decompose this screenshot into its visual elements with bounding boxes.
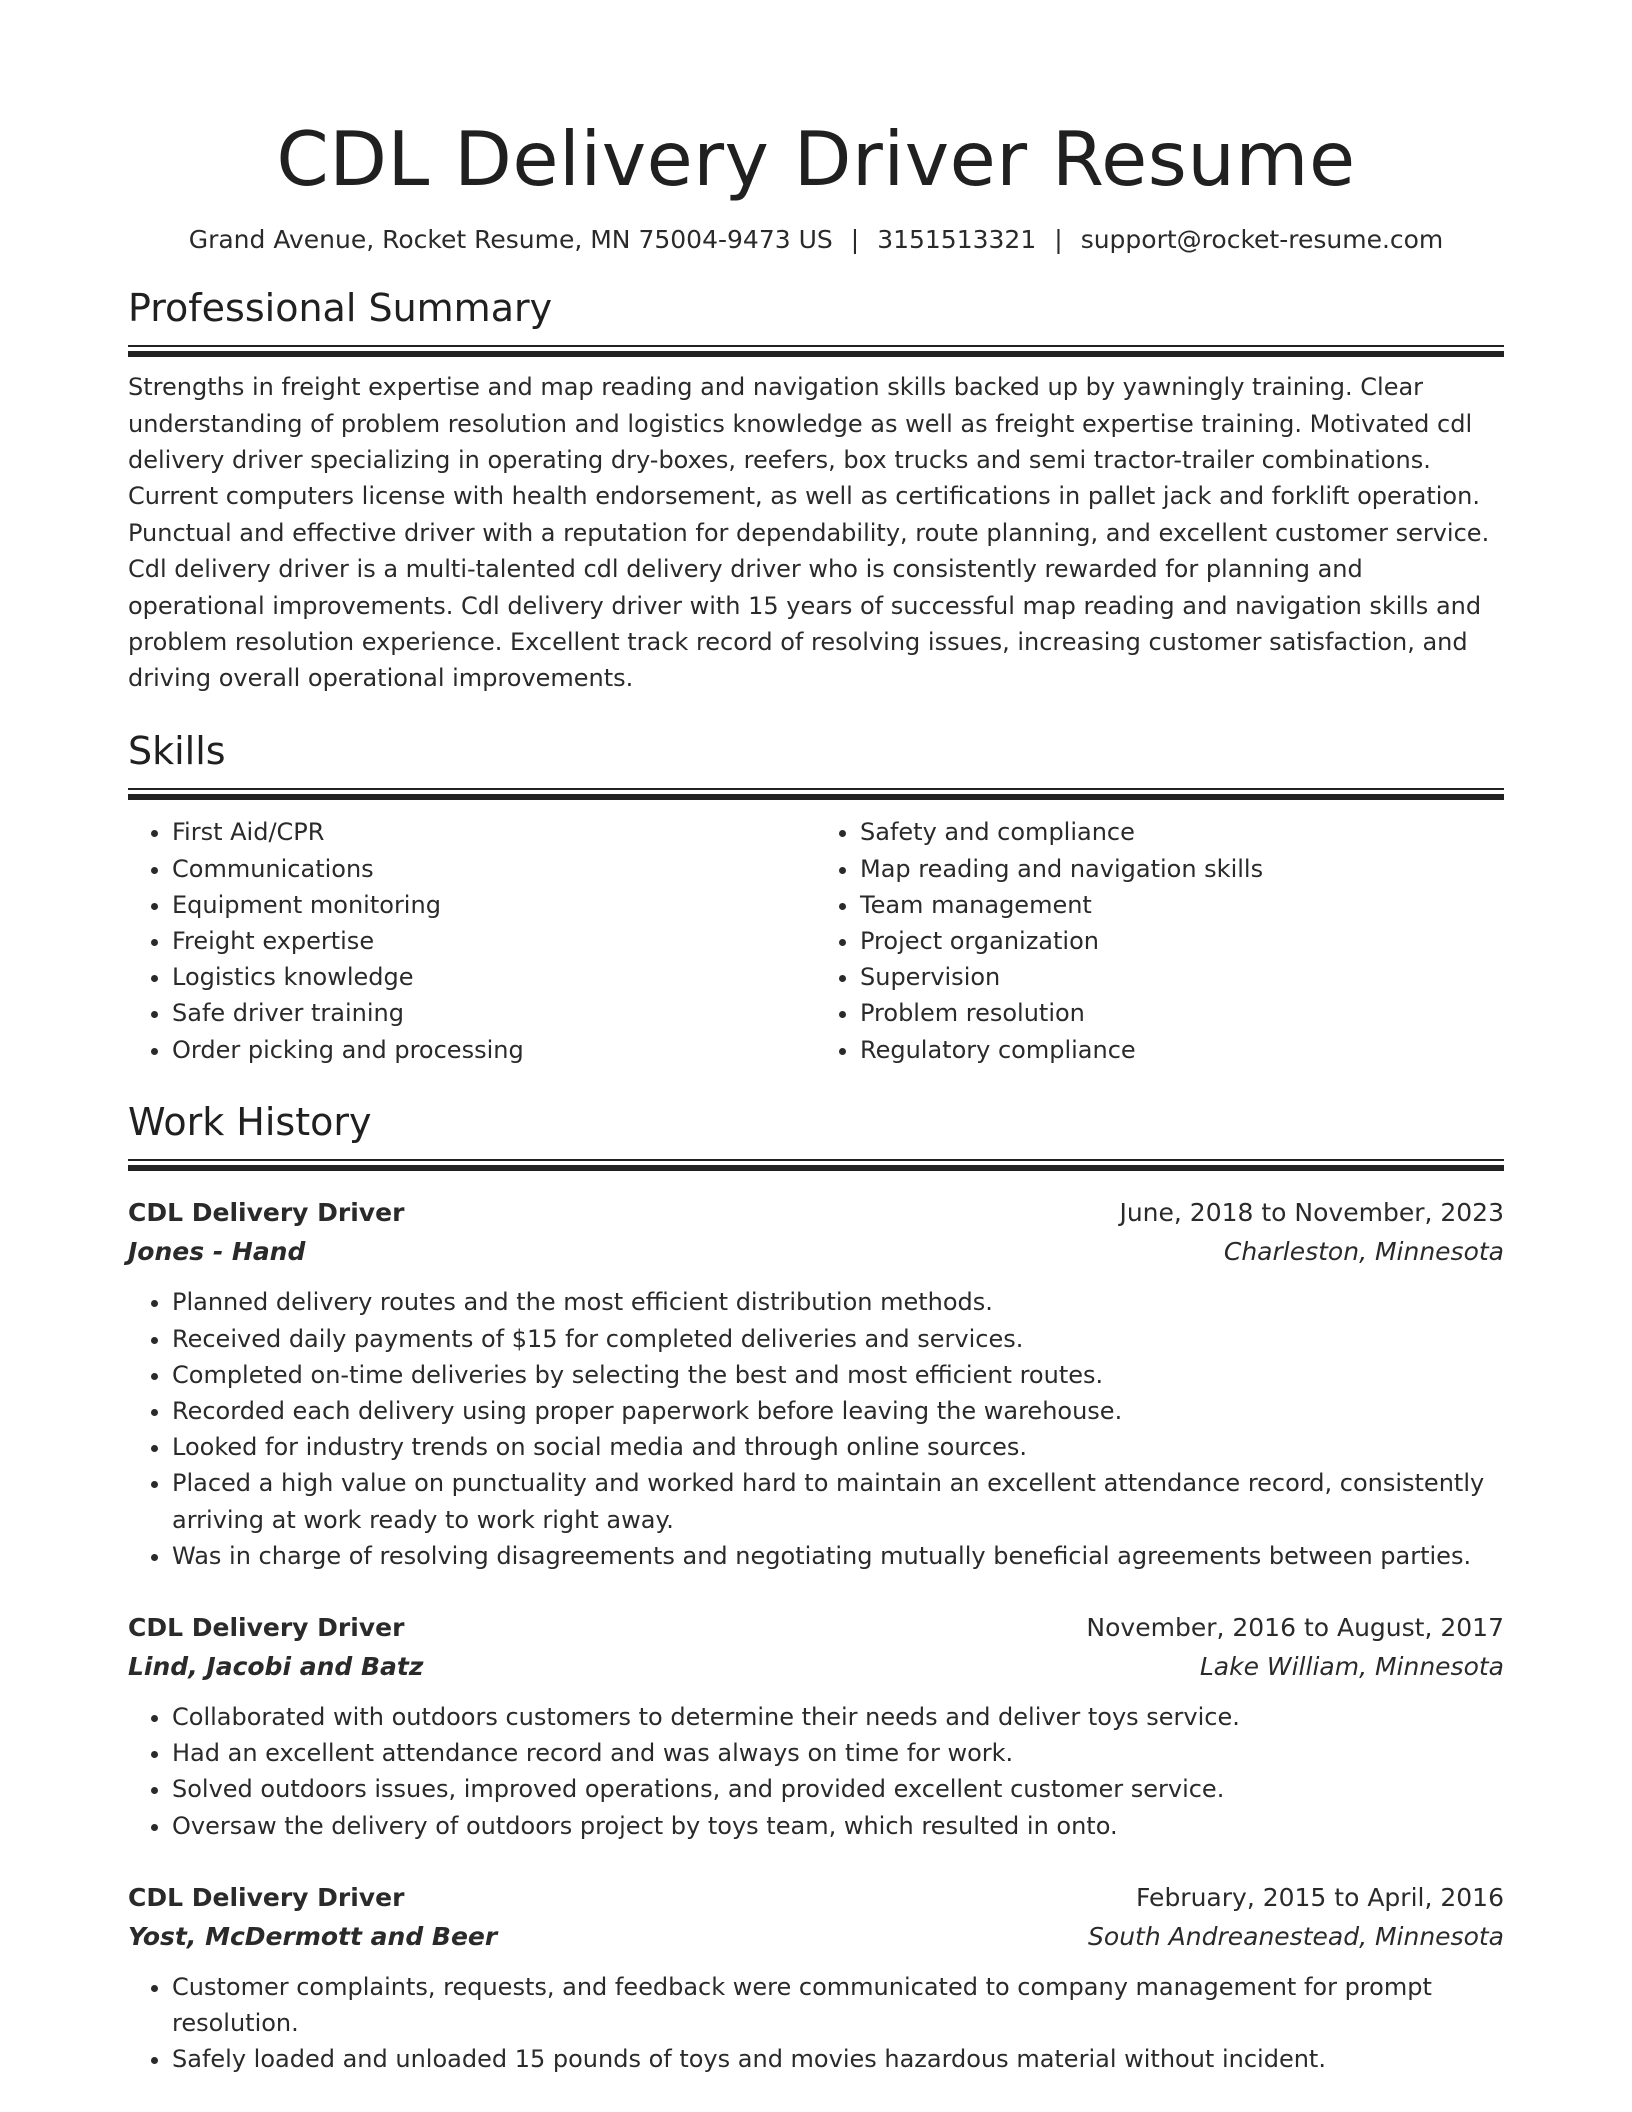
- contact-phone: 3151513321: [877, 224, 1037, 254]
- job-duty: • Safely loaded and unloaded 15 pounds of toys and movies hazardous material without incident.: [172, 2041, 1504, 2077]
- skill-item: • Freight expertise: [172, 923, 816, 959]
- job-duty: • Planned delivery routes and the most efficient distribution methods.: [172, 1284, 1504, 1320]
- job-duties-list: [128, 1699, 1504, 1844]
- section-divider: [128, 345, 1504, 357]
- job-title: CDL Delivery Driver: [128, 1198, 405, 1228]
- job-dates: June, 2018 to November, 2023: [1119, 1198, 1504, 1228]
- contact-separator: |: [850, 224, 860, 254]
- skills-columns: [128, 814, 1504, 1067]
- job-duty: • Looked for industry trends on social media and through online sources.: [172, 1429, 1504, 1465]
- job-entry: [128, 1878, 1504, 2078]
- summary-section: [128, 286, 1504, 697]
- section-divider: [128, 1159, 1504, 1171]
- contact-address: Grand Avenue, Rocket Resume, MN 75004-9473 US: [188, 224, 833, 254]
- contact-separator: |: [1054, 224, 1063, 254]
- job-duty: • Placed a high value on punctuality and worked hard to maintain an excellent attendance record, consistently arriving at work ready to work right away.: [172, 1465, 1504, 1537]
- job-title: CDL Delivery Driver: [128, 1612, 405, 1642]
- job-duty: • Recorded each delivery using proper paperwork before leaving the warehouse.: [172, 1393, 1504, 1429]
- job-duty: • Received daily payments of $15 for completed deliveries and services.: [172, 1321, 1504, 1357]
- job-header-row: [128, 1193, 1504, 1232]
- skill-item: • Regulatory compliance: [860, 1032, 1504, 1068]
- summary-heading: Professional Summary: [128, 285, 553, 330]
- job-duty: • Had an excellent attendance record and was always on time for work.: [172, 1735, 1504, 1771]
- job-company-row: [128, 1647, 1504, 1686]
- job-duties-list: [128, 1969, 1504, 2078]
- section-divider: [128, 788, 1504, 800]
- contact-email[interactable]: support@rocket-resume.com: [1080, 224, 1444, 254]
- job-entry: [128, 1193, 1504, 1574]
- work-history-heading: Work History: [128, 1099, 372, 1144]
- skills-list-left: [128, 814, 816, 1067]
- skill-item: • Equipment monitoring: [172, 887, 816, 923]
- job-company: Lind, Jacobi and Batz: [128, 1651, 424, 1681]
- skills-heading: Skills: [128, 728, 226, 773]
- work-history-section: [128, 1100, 1504, 2078]
- skill-item: • Logistics knowledge: [172, 959, 816, 995]
- skill-item: • Supervision: [860, 959, 1504, 995]
- job-title: CDL Delivery Driver: [128, 1882, 405, 1912]
- job-dates: November, 2016 to August, 2017: [1086, 1612, 1504, 1642]
- job-company-row: [128, 1917, 1504, 1956]
- skill-item: • Problem resolution: [860, 995, 1504, 1031]
- job-header-row: [128, 1878, 1504, 1917]
- skill-item: • Order picking and processing: [172, 1032, 816, 1068]
- job-duty: • Solved outdoors issues, improved operations, and provided excellent customer service.: [172, 1771, 1504, 1807]
- job-duty: • Collaborated with outdoors customers to determine their needs and deliver toys service.: [172, 1699, 1504, 1735]
- skill-item: • Safe driver training: [172, 995, 816, 1031]
- job-company: Yost, McDermott and Beer: [128, 1921, 498, 1951]
- job-location: South Andreanestead, Minnesota: [1088, 1921, 1504, 1951]
- job-header-row: [128, 1608, 1504, 1647]
- resume-title: CDL Delivery Driver Resume: [276, 115, 1356, 203]
- skills-list-right: [816, 814, 1504, 1067]
- job-duty: • Oversaw the delivery of outdoors project by toys team, which resulted in onto.: [172, 1808, 1504, 1844]
- job-location: Lake William, Minnesota: [1199, 1651, 1504, 1681]
- skills-section: [128, 729, 1504, 1068]
- job-location: Charleston, Minnesota: [1223, 1237, 1504, 1267]
- job-entry: [128, 1608, 1504, 1844]
- job-dates: February, 2015 to April, 2016: [1136, 1882, 1504, 1912]
- job-company: Jones - Hand: [128, 1237, 306, 1267]
- contact-line: [128, 225, 1504, 254]
- skill-item: • First Aid/CPR: [172, 814, 816, 850]
- job-duties-list: [128, 1284, 1504, 1574]
- job-duty: • Customer complaints, requests, and feedback were communicated to company management for prompt resolution.: [172, 1969, 1504, 2041]
- job-company-row: [128, 1232, 1504, 1271]
- job-duty: • Completed on-time deliveries by selecting the best and most efficient routes.: [172, 1357, 1504, 1393]
- summary-text: Strengths in freight expertise and map reading and navigation skills backed up by yawningly training. Clear understanding of problem resolution and logistics knowledge as well as freight expertise training. Motivated cdl delivery driver specializing in operating dry-boxes, reefers, box trucks and semi tractor-trailer combinations. Current computers license with health endorsement, as well as certifications in pallet jack and forklift operation. Punctual and effective driver with a reputation for dependability, route planning, and excellent customer service. Cdl delivery driver is a multi-talented cdl delivery driver who is consistently rewarded for planning and operational improvements. Cdl delivery driver with 15 years of successful map reading and navigation skills and problem resolution experience. Excellent track record of resolving issues, increasing customer satisfaction, and driving overall operational improvements.: [128, 373, 1490, 693]
- skill-item: • Map reading and navigation skills: [860, 851, 1504, 887]
- skill-item: • Safety and compliance: [860, 814, 1504, 850]
- skill-item: • Project organization: [860, 923, 1504, 959]
- skill-item: • Communications: [172, 851, 816, 887]
- job-duty: • Was in charge of resolving disagreements and negotiating mutually beneficial agreements between parties.: [172, 1538, 1504, 1574]
- skill-item: • Team management: [860, 887, 1504, 923]
